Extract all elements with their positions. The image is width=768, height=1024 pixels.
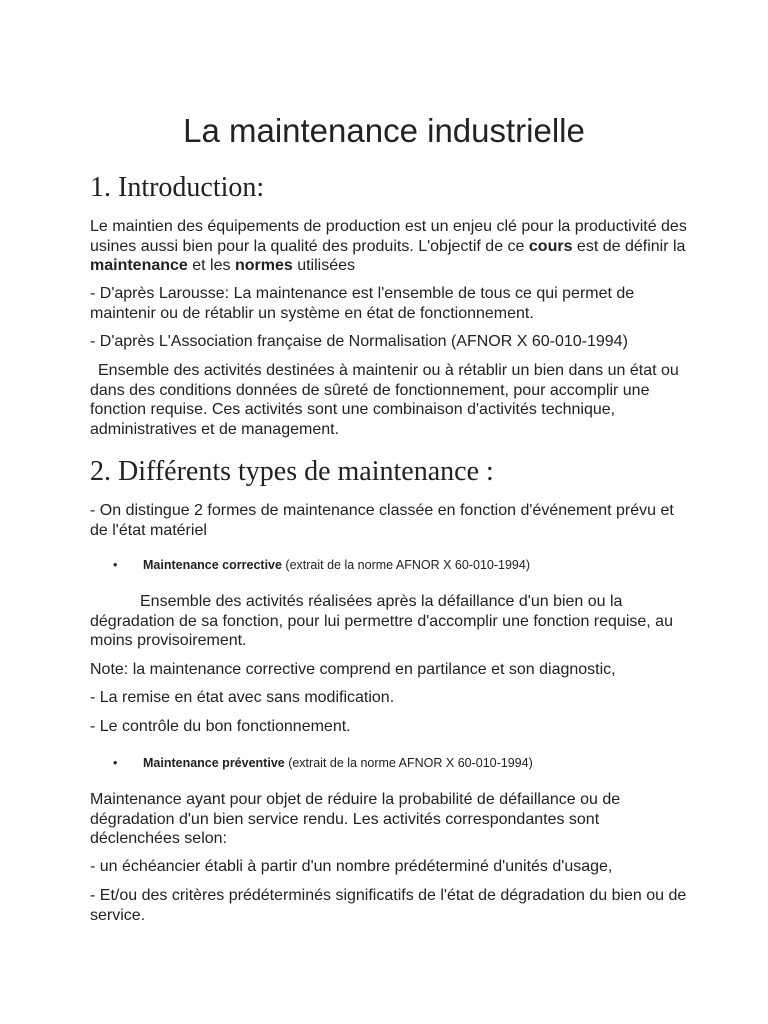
preventive-item-2: - Et/ou des critères prédéterminés significatifs de l'état de dégradation du bien ou de service. [90, 887, 687, 924]
intro-paragraph-larousse: - D'après Larousse: La maintenance est l'ensemble de tous ce qui permet de maintenir ou de rétablir un système en état de fonctionnement. [90, 285, 635, 322]
text-run: Ensemble des activités destinées à maintenir ou à rétablir un bien dans un état ou dans des conditions données de sûreté de fonctionnement, pour accomplir une fonction requise. Ces activités sont une combinaison d'activités technique, administratives et de management. [90, 362, 679, 438]
corrective-definition [90, 592, 690, 651]
intro-heading: 1. Introduction: [90, 172, 265, 203]
bold-term-normes: normes [234, 257, 293, 274]
preventive-item-1: - un échéancier établi à partir d'un nombre prédéterminé d'unités d'usage, [90, 858, 613, 875]
bold-term-cours: cours [528, 237, 573, 255]
bullet-label: Maintenance corrective [143, 558, 282, 572]
corrective-item-1: - La remise en état avec sans modification. [90, 689, 395, 706]
bullet-preventive [113, 755, 533, 771]
intro-paragraph-afnor: - D'après L'Association française de Normalisation (AFNOR X 60-010-1994) [90, 333, 628, 350]
types-paragraph-1: - On distingue 2 formes de maintenance classée en fonction d'événement prévu et de l'état matériel [90, 502, 674, 539]
types-heading: 2. Différents types de maintenance : [90, 456, 494, 487]
bullet-dot: • [113, 558, 118, 572]
text-run: est de définir la [572, 237, 686, 255]
bullet-extract: (extrait de la norme AFNOR X 60-010-1994) [281, 558, 530, 572]
bullet-extract: (extrait de la norme AFNOR X 60-010-1994) [284, 756, 533, 770]
text-run: et les [187, 257, 235, 274]
bullet-dot: • [113, 756, 118, 770]
bullet-corrective [113, 557, 530, 573]
page-title: La maintenance industrielle [183, 112, 585, 149]
text-run: Ensemble des activités réalisées après la défaillance d'un bien ou la dégradation de sa fonction, pour lui permettre d'accomplir une fonction requise, au moins provisoirement. [90, 593, 673, 649]
corrective-note: Note: la maintenance corrective comprend en partilance et son diagnostic, [90, 661, 616, 678]
corrective-item-2: - Le contrôle du bon fonctionnement. [90, 718, 351, 735]
text-run: utilisées [292, 257, 355, 274]
bullet-label: Maintenance préventive [143, 756, 285, 770]
intro-paragraph-1 [90, 217, 690, 276]
intro-paragraph-definition [90, 361, 690, 439]
text-run: Le maintien des équipements de production est un enjeu clé pour la productivité des usines aussi bien pour la qualité des produits. L'objectif de ce [90, 218, 687, 255]
preventive-definition: Maintenance ayant pour objet de réduire la probabilité de défaillance ou de dégradation d'un bien service rendu. Les activités correspondantes sont déclenchées selon: [90, 791, 621, 847]
bold-term-maintenance: maintenance [90, 257, 188, 274]
